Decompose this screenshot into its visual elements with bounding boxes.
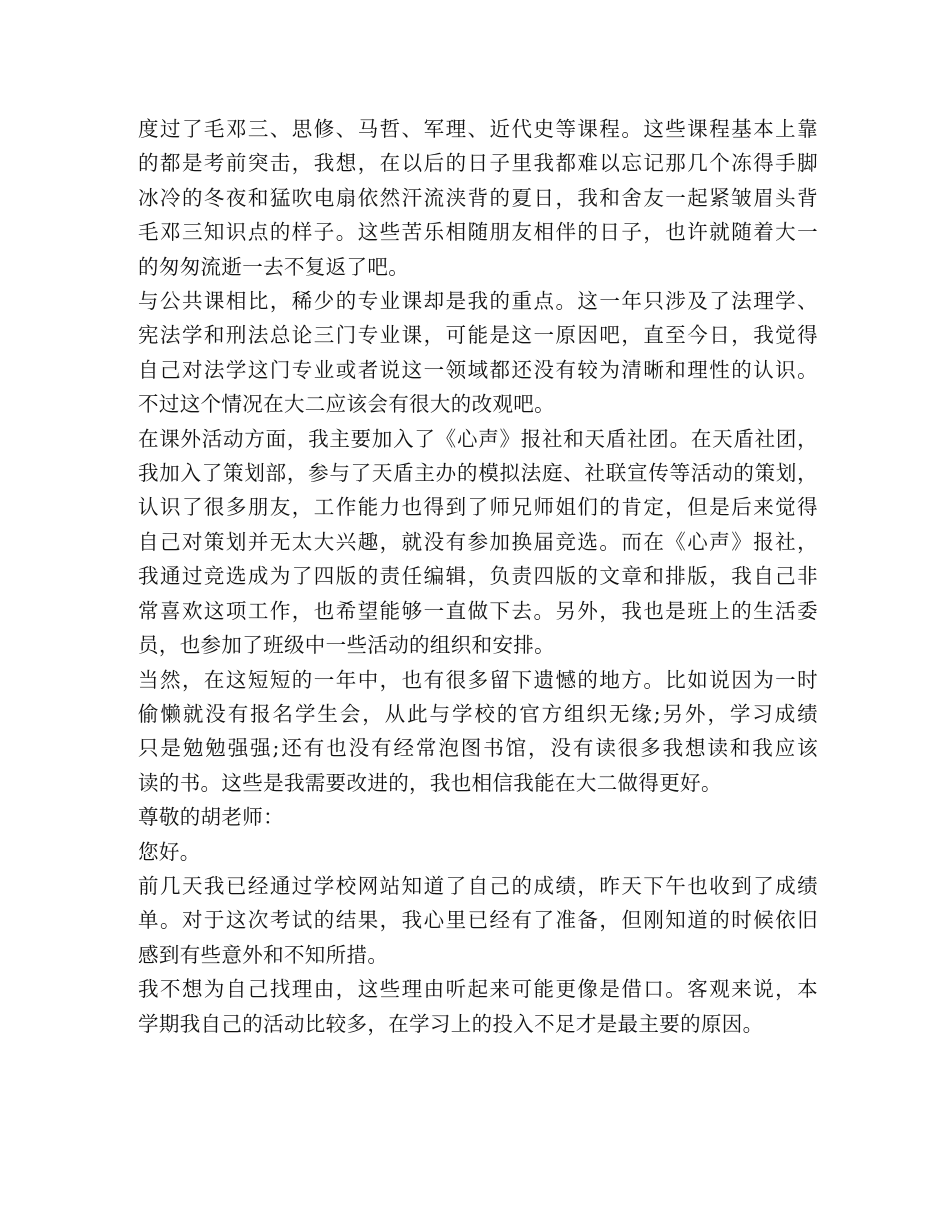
para-reason (138, 972, 818, 1041)
text-line: 冰冷的冬夜和猛吹电扇依然汗流浃背的夏日，我和舍友一起紧皱眉头背 (138, 185, 818, 210)
text-line: 您好。 (138, 839, 201, 864)
text-line: 自己对策划并无太大兴趣，就没有参加换届竞选。而在《心声》报社， (138, 529, 818, 554)
text-line: 读的书。这些是我需要改进的，我也相信我能在大二做得更好。 (138, 770, 722, 795)
text-line: 单。对于这次考试的结果，我心里已经有了准备，但刚知道的时候依旧 (138, 908, 818, 933)
para-regrets (138, 663, 818, 801)
text-line: 只是勉勉强强;还有也没有经常泡图书馆，没有读很多我想读和我应该 (138, 736, 818, 761)
text-line: 的都是考前突击，我想，在以后的日子里我都难以忘记那几个冻得手脚 (138, 151, 818, 176)
text-line: 不过这个情况在大二应该会有很大的改观吧。 (138, 392, 555, 417)
document-page (138, 112, 818, 1041)
text-line: 自己对法学这门专业或者说这一领域都还没有较为清晰和理性的认识。 (138, 357, 818, 382)
para-salutation (138, 800, 818, 834)
para-extracurricular (138, 422, 818, 663)
text-line: 当然，在这短短的一年中，也有很多留下遗憾的地方。比如说因为一时 (138, 667, 818, 692)
text-line: 我加入了策划部，参与了天盾主办的模拟法庭、社联宣传等活动的策划， (138, 461, 818, 486)
text-line: 感到有些意外和不知所措。 (138, 942, 389, 967)
text-line: 前几天我已经通过学校网站知道了自己的成绩，昨天下午也收到了成绩 (138, 873, 818, 898)
para-grades (138, 869, 818, 972)
text-line: 尊敬的胡老师： (138, 805, 284, 830)
text-line: 的匆匆流逝一去不复返了吧。 (138, 254, 410, 279)
text-line: 我不想为自己找理由，这些理由听起来可能更像是借口。客观来说，本 (138, 977, 818, 1002)
text-line: 度过了毛邓三、思修、马哲、军理、近代史等课程。这些课程基本上靠 (138, 117, 818, 141)
text-line: 学期我自己的活动比较多，在学习上的投入不足才是最主要的原因。 (138, 1011, 764, 1036)
text-line: 宪法学和刑法总论三门专业课，可能是这一原因吧，直至今日，我觉得 (138, 323, 818, 348)
text-line: 毛邓三知识点的样子。这些苦乐相随朋友相伴的日子，也许就随着大一 (138, 220, 818, 245)
text-line: 员，也参加了班级中一些活动的组织和安排。 (138, 633, 555, 658)
para-major-courses (138, 284, 818, 422)
text-line: 与公共课相比，稀少的专业课却是我的重点。这一年只涉及了法理学、 (138, 289, 818, 314)
text-line: 常喜欢这项工作，也希望能够一直做下去。另外，我也是班上的生活委 (138, 598, 818, 623)
text-line: 我通过竞选成为了四版的责任编辑，负责四版的文章和排版，我自己非 (138, 564, 818, 589)
text-line: 认识了很多朋友，工作能力也得到了师兄师姐们的肯定，但是后来觉得 (138, 495, 818, 520)
para-public-courses (138, 112, 818, 284)
para-greeting (138, 835, 818, 869)
text-line: 偷懒就没有报名学生会，从此与学校的官方组织无缘;另外，学习成绩 (138, 701, 818, 726)
text-line: 在课外活动方面，我主要加入了《心声》报社和天盾社团。在天盾社团， (138, 426, 818, 451)
